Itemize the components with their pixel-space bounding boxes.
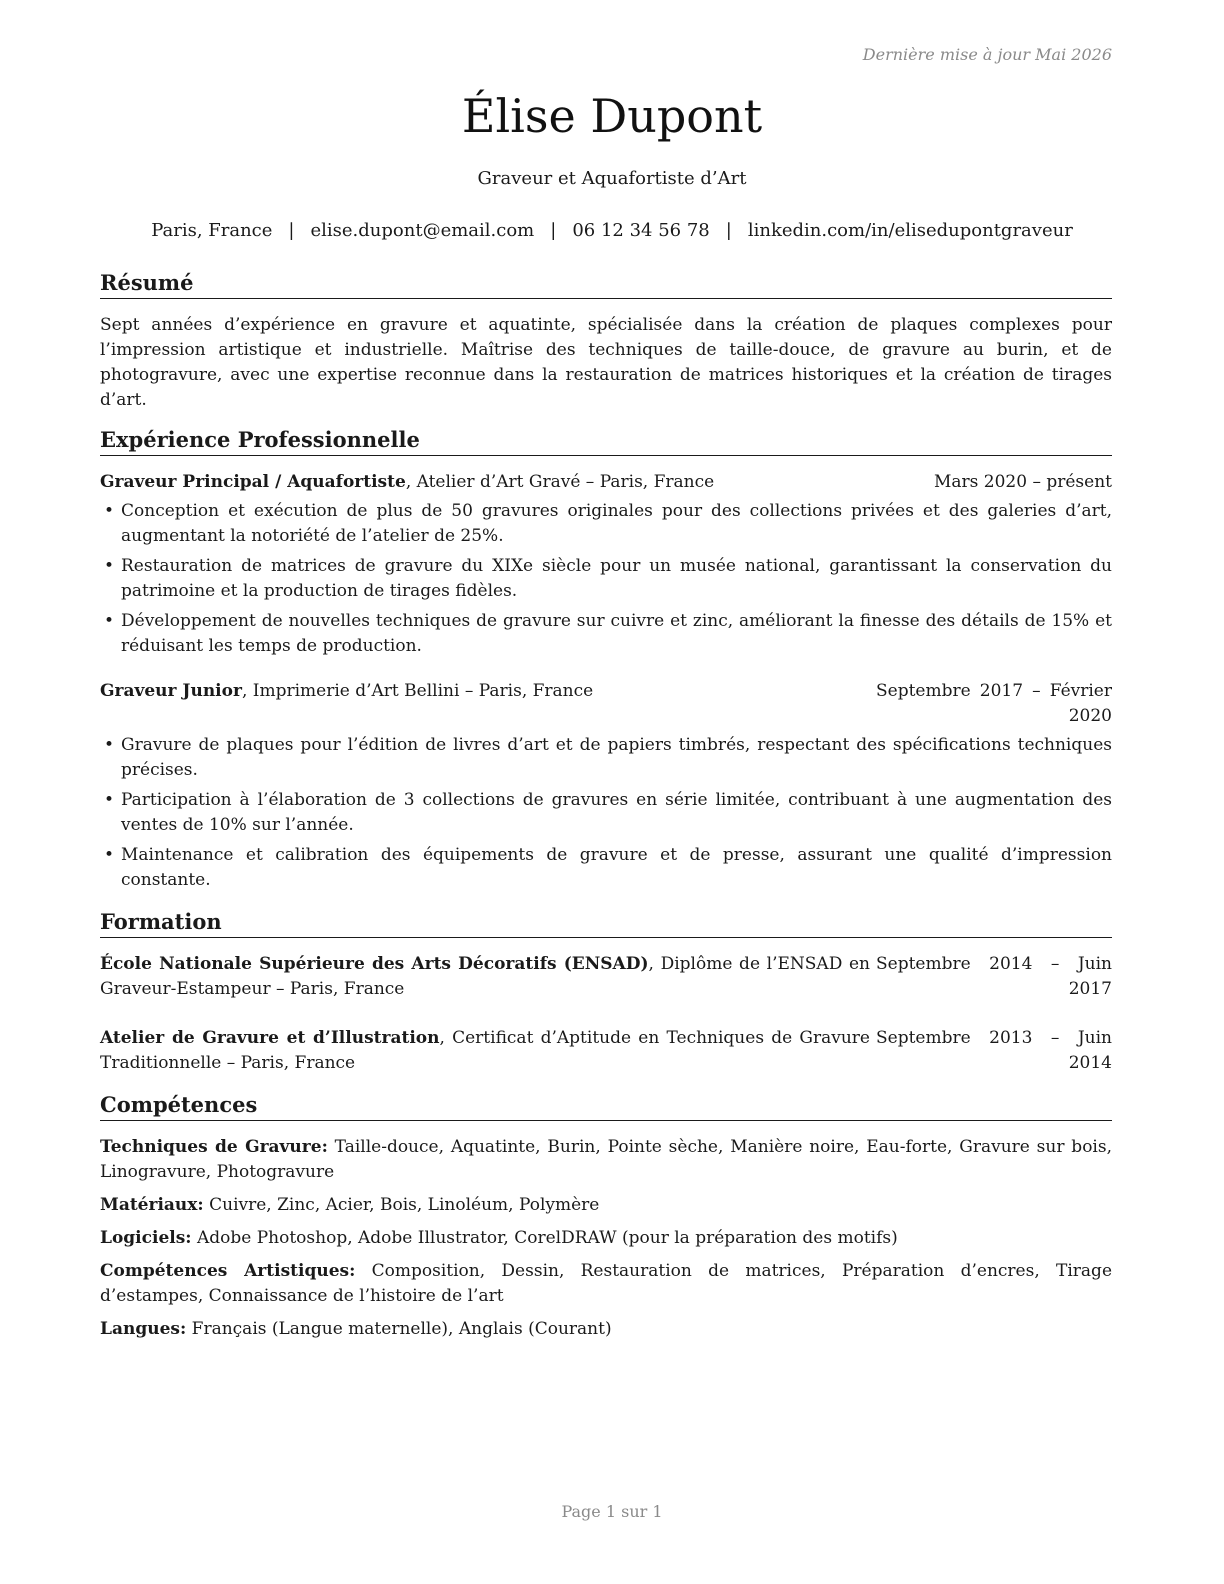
education-entry <box>100 1026 1112 1076</box>
bullet-icon: • <box>104 611 115 631</box>
skill-value: Taille-douce, Aquatinte, Burin, Pointe sèche, Manière noire, Eau-forte, Gravure sur bois, Linogravure, Photogravure <box>100 1137 1112 1182</box>
section-title-experience: Expérience Professionnelle <box>100 427 1112 456</box>
education-school: École Nationale Supérieure des Arts Décoratifs (ENSAD) <box>100 954 649 974</box>
job-entry <box>100 679 1112 893</box>
skill-value: Français (Langue maternelle), Anglais (Courant) <box>186 1319 612 1339</box>
education-detail: , Certificat d’Aptitude en Techniques de Gravure Traditionnelle – Paris, France <box>100 1028 870 1073</box>
job-role: Graveur Junior <box>100 681 242 701</box>
skill-label: Techniques de Gravure: <box>100 1137 328 1157</box>
contact-location: Paris, France <box>151 220 273 241</box>
job-company: , Atelier d’Art Gravé – Paris, France <box>405 472 715 492</box>
job-header <box>100 470 1112 495</box>
job-bullets <box>100 499 1112 659</box>
bullet-icon: • <box>104 556 115 576</box>
skill-label: Matériaux: <box>100 1195 204 1215</box>
education-dates: Septembre 2014 – Juin 2017 <box>876 954 1112 999</box>
skill-item <box>100 1259 1112 1309</box>
job-dates: Mars 2020 – présent <box>933 472 1112 492</box>
skill-value: Composition, Dessin, Restauration de matrices, Préparation d’encres, Tirage d’estampes, Connaissance de l’histoire de l’art <box>100 1261 1113 1306</box>
candidate-name: Élise Dupont <box>461 89 763 143</box>
bullet-item: • Développement de nouvelles techniques de gravure sur cuivre et zinc, améliorant la finesse des détails de 15% et réduisant les temps de production. <box>104 611 1112 656</box>
skill-label: Compétences Artistiques: <box>100 1261 356 1281</box>
skill-label: Logiciels: <box>100 1228 192 1248</box>
bullet-item: • Restauration de matrices de gravure du XIXe siècle pour un musée national, garantissant la conservation du patrimoine et la production de tirages fidèles. <box>104 556 1112 601</box>
job-company: , Imprimerie d’Art Bellini – Paris, France <box>241 681 594 701</box>
summary-text: Sept années d’expérience en gravure et aquatinte, spécialisée dans la création de plaques complexes pour l’impression artistique et industrielle. Maîtrise des techniques de taille-douce, de gravure au burin, et de photogravure, avec une expertise reconnue dans la restauration de matrices historiques et la création de tirages d’art. <box>100 315 1112 410</box>
section-title-education: Formation <box>100 909 1112 938</box>
education-detail: , Diplôme de l’ENSAD en Graveur-Estampeur – Paris, France <box>100 954 870 999</box>
bullet-item: • Maintenance et calibration des équipements de gravure et de presse, assurant une qualité d’impression constante. <box>104 845 1112 890</box>
education-dates: Septembre 2013 – Juin 2014 <box>876 1028 1112 1073</box>
job-dates: Septembre 2017 – Février 2020 <box>876 681 1112 726</box>
contact-email[interactable]: elise.dupont@email.com <box>310 220 535 241</box>
skill-item <box>100 1317 1112 1342</box>
contact-phone: 06 12 34 56 78 <box>572 220 710 241</box>
bullet-item: • Conception et exécution de plus de 50 gravures originales pour des collections privées et des galeries d’art, augmentant la notoriété de l’atelier de 25%. <box>104 501 1112 546</box>
contact-separator: | <box>550 220 557 241</box>
job-header <box>100 679 1112 729</box>
resume-body <box>100 270 1112 1350</box>
bullet-icon: • <box>104 501 115 521</box>
skills-list <box>100 1135 1112 1342</box>
skill-item <box>100 1193 1112 1218</box>
page-number: Page 1 sur 1 <box>561 1502 663 1521</box>
contact-line <box>0 220 1224 242</box>
contact-separator: | <box>288 220 295 241</box>
section-title-skills: Compétences <box>100 1092 1112 1121</box>
education-school: Atelier de Gravure et d’Illustration <box>100 1028 440 1048</box>
bullet-icon: • <box>104 845 115 865</box>
contact-separator: | <box>725 220 732 241</box>
job-title: Graveur et Aquafortiste d’Art <box>477 168 747 189</box>
skill-item <box>100 1135 1112 1185</box>
bullet-item: • Gravure de plaques pour l’édition de livres d’art et de papiers timbrés, respectant des spécifications techniques précises. <box>104 735 1112 780</box>
education-entry <box>100 952 1112 1002</box>
skill-label: Langues: <box>100 1319 187 1339</box>
section-title-summary: Résumé <box>100 270 1112 299</box>
job-role: Graveur Principal / Aquafortiste <box>100 472 406 492</box>
bullet-icon: • <box>104 790 115 810</box>
last-updated: Dernière mise à jour Mai 2026 <box>862 45 1112 64</box>
job-bullets <box>100 733 1112 893</box>
skill-item <box>100 1226 1112 1251</box>
job-entry <box>100 470 1112 659</box>
skill-value: Adobe Photoshop, Adobe Illustrator, CorelDRAW (pour la préparation des motifs) <box>191 1228 898 1248</box>
skill-value: Cuivre, Zinc, Acier, Bois, Linoléum, Polymère <box>203 1195 600 1215</box>
contact-linkedin[interactable]: linkedin.com/in/elisedupontgraveur <box>747 220 1073 241</box>
bullet-item: • Participation à l’élaboration de 3 collections de gravures en série limitée, contribuant à une augmentation des ventes de 10% sur l’année. <box>104 790 1112 835</box>
bullet-icon: • <box>104 735 115 755</box>
